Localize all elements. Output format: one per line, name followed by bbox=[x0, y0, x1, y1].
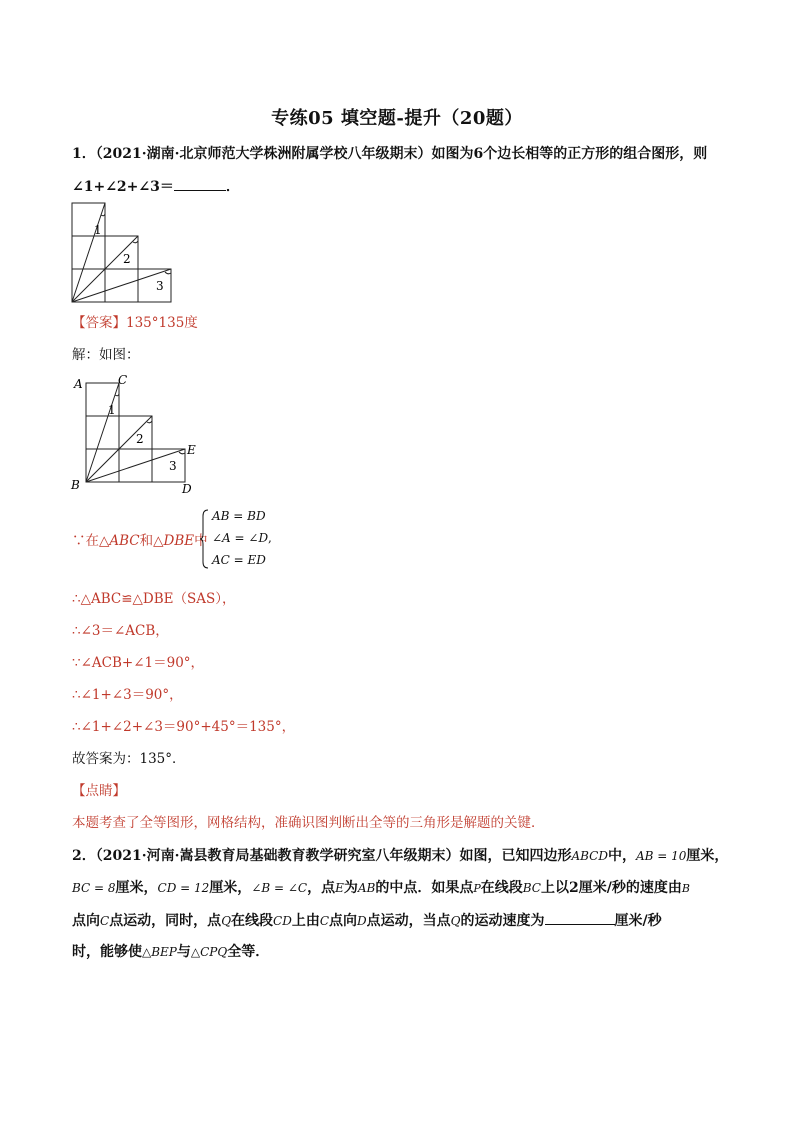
page-title: 专练05 填空题-提升（20题） bbox=[271, 108, 523, 129]
q1-expression: ∠1+∠2+∠3＝ bbox=[72, 179, 174, 195]
q2-text: 点向 bbox=[72, 913, 100, 929]
condition-2: ∠A = ∠D bbox=[212, 531, 269, 545]
q2-text: 的运动速度为 bbox=[460, 913, 545, 929]
q2-text: 点运动，同时，点 bbox=[109, 913, 222, 929]
step-2: ∴∠3＝∠ACB， bbox=[72, 623, 169, 639]
q2-text: 在线段 bbox=[480, 880, 523, 896]
q2-bc2: BC bbox=[522, 881, 541, 895]
system-brace bbox=[200, 508, 210, 570]
q1-period: ． bbox=[225, 179, 240, 195]
q2-text: 厘米/秒 bbox=[614, 913, 662, 929]
q2-q: Q bbox=[221, 914, 232, 928]
q2-text: 上由 bbox=[291, 913, 320, 929]
zhong-word: 中 bbox=[194, 533, 208, 549]
q2-text: 为 bbox=[343, 880, 358, 896]
dianjing-tag: 【点睛】 bbox=[72, 783, 126, 799]
sol-label-1: 1 bbox=[108, 403, 116, 417]
q1-line2 bbox=[72, 176, 240, 197]
q2-line2 bbox=[72, 878, 690, 899]
triangle-abc: △ABC bbox=[99, 533, 140, 549]
fig1-label-1: 1 bbox=[94, 223, 102, 237]
label-C: C bbox=[118, 373, 128, 387]
dianjing-text: 本题考查了全等图形，网格结构，准确识图判断出全等的三角形是解题的关键． bbox=[72, 815, 545, 831]
sol-label-3: 3 bbox=[169, 459, 177, 473]
q2-cpq: △CPQ bbox=[190, 945, 228, 959]
q2-text: 与 bbox=[176, 944, 191, 960]
q2-cd: CD = 12 bbox=[157, 881, 210, 895]
q2-text: 时，能够使 bbox=[72, 944, 142, 960]
label-E: E bbox=[187, 443, 196, 457]
q2-line3 bbox=[72, 910, 662, 931]
answer-blank bbox=[174, 176, 226, 191]
label-B: B bbox=[71, 478, 80, 492]
condition-1: AB = BD bbox=[212, 509, 266, 523]
system-comma: , bbox=[268, 531, 272, 545]
q2-bc: BC = 8 bbox=[72, 881, 116, 895]
q2-ab2: AB bbox=[357, 881, 376, 895]
fig1-label-2: 2 bbox=[123, 252, 131, 266]
q2-text: 中， bbox=[607, 848, 636, 864]
fig1-label-3: 3 bbox=[156, 279, 164, 293]
q2-b: B bbox=[681, 882, 690, 895]
and-word: 和 bbox=[139, 533, 154, 549]
q2-bep: △BEP bbox=[142, 945, 177, 959]
because-prefix: ∵在 bbox=[72, 533, 99, 549]
q2-text: 点运动，当点 bbox=[366, 913, 451, 929]
q1-figure bbox=[70, 202, 180, 304]
q2-line1 bbox=[72, 846, 728, 866]
q2-q2: Q bbox=[450, 914, 461, 928]
label-A: A bbox=[74, 377, 83, 391]
q2-e: E bbox=[335, 881, 344, 895]
q1-line1: 1．（2021·湖南·北京师范大学株洲附属学校八年级期末）如图为6个边长相等的正方形的组合图形，则 bbox=[72, 146, 708, 162]
q2-line4 bbox=[72, 942, 269, 962]
q2-cd2: CD bbox=[273, 914, 292, 928]
q2-text: 2．（2021·河南·嵩县教育局基础教育教学研究室八年级期末）如图，已知四边形 bbox=[72, 848, 572, 864]
q2-angle: ∠B = ∠C bbox=[251, 881, 308, 895]
condition-3: AC = ED bbox=[212, 553, 266, 567]
q2-d: D bbox=[357, 914, 367, 928]
answer-value: 135°135度 bbox=[126, 315, 198, 331]
q2-text: 的中点．如果点 bbox=[375, 880, 474, 896]
answer-tag: 【答案】 bbox=[72, 315, 126, 331]
q2-text: 厘米， bbox=[686, 848, 729, 864]
q2-text: 厘米， bbox=[115, 880, 158, 896]
answer-line bbox=[72, 314, 198, 332]
q2-c: C bbox=[100, 914, 110, 928]
step-3: ∵∠ACB+∠1＝90°， bbox=[72, 655, 205, 671]
solution-figure bbox=[70, 372, 200, 496]
triangle-dbe: △DBE bbox=[153, 533, 195, 549]
step-4: ∴∠1+∠3＝90°， bbox=[72, 687, 183, 703]
q2-quad: ABCD bbox=[571, 849, 608, 863]
solution-intro: 解：如图： bbox=[72, 347, 140, 363]
because-line bbox=[72, 532, 208, 550]
q2-text: 点向 bbox=[329, 913, 358, 929]
q2-answer-blank bbox=[545, 910, 615, 925]
step-1: ∴△ABC≌△DBE（SAS）， bbox=[72, 591, 236, 607]
sol-label-2: 2 bbox=[136, 432, 144, 446]
q2-text: 上以2厘米/秒的速度由 bbox=[541, 880, 682, 896]
q2-text: 在线段 bbox=[231, 913, 274, 929]
step-5: ∴∠1+∠2+∠3＝90°+45°＝135°， bbox=[72, 719, 296, 735]
q2-p: P bbox=[473, 882, 481, 895]
final-answer: 故答案为：135°． bbox=[72, 751, 186, 767]
q2-text: 全等． bbox=[227, 944, 270, 960]
q2-ab: AB = 10 bbox=[635, 849, 687, 863]
q2-c2: C bbox=[319, 914, 330, 928]
q2-text: 厘米， bbox=[209, 880, 252, 896]
q2-text: ，点 bbox=[307, 880, 336, 896]
label-D: D bbox=[182, 482, 192, 496]
